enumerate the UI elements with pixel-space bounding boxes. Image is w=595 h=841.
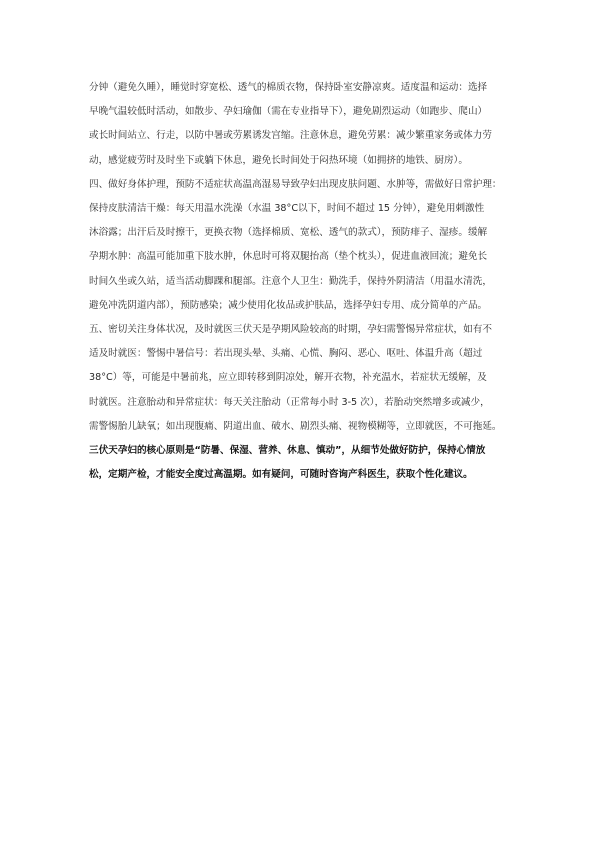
text-line: 五、密切关注身体状况，及时就医三伏天是孕期风险较高的时期，孕妇需警惕异常症状，如有不 [89,324,492,336]
text-line: 四、做好身体护理，预防不适症状高温高湿易导致孕妇出现皮肤问题、水肿等，需做好日常护理： [89,178,502,190]
text-line: 沐浴露；出汗后及时擦干，更换衣物（选择棉质、宽松、透气的款式），预防痱子、湿疹。缓解 [89,227,488,239]
text-line: 适及时就医：警惕中暑信号：若出现头晕、头痛、心慌、胸闷、恶心、呕吐、体温升高（超过 [89,348,483,360]
text-line: 松，定期产检，才能安全度过高温期。如有疑问，可随时咨询产科医生，获取个性化建议。 [89,469,473,481]
text-line: 分钟（避免久睡），睡觉时穿宽松、透气的棉质衣物，保持卧室安静凉爽。适度温和运动：选择 [89,82,488,93]
text-line: 早晚气温较低时活动，如散步、孕妇瑜伽（需在专业指导下），避免剧烈运动（如跑步、爬山） [89,106,488,118]
paragraph-body-care [89,173,514,318]
paragraph-summary [89,439,514,487]
text-line: 三伏天孕妇的核心原则是“防暑、保湿、营养、休息、慎动”，从细节处做好防护，保持心情放 [89,445,486,457]
document-body [89,76,514,487]
text-line: 时间久坐或久站，适当活动脚踝和腿部。注意个人卫生：勤洗手，保持外阴清洁（用温水清洗， [89,275,492,287]
text-line: 保持皮肤清洁干燥：每天用温水洗澡（水温 38°C以下，时间不超过 15 分钟），避免用刺激性 [89,203,485,215]
text-line: 38°C）等，可能是中暑前兆，应立即转移到阴凉处，解开衣物，补充温水，若症状无缓解，及 [89,372,487,384]
text-line: 时就医。注意胎动和异常症状：每天关注胎动（正常每小时 3-5 次），若胎动突然增多或减少， [89,396,490,408]
text-line: 孕期水肿：高温可能加重下肢水肿，休息时可将双腿抬高（垫个枕头），促进血液回流；避免长 [89,251,488,263]
text-line: 或长时间站立、行走，以防中暑或劳累诱发宫缩。注意休息，避免劳累：减少繁重家务或体力劳 [89,130,492,142]
text-line: 动，感觉疲劳时及时坐下或躺下休息，避免长时间处于闷热环境（如拥挤的地铁、厨房）。 [89,154,468,166]
paragraph-sleep-exercise [89,76,514,173]
text-line: 需警惕胎儿缺氧；如出现腹痛、阴道出血、破水、剧烈头痛、视物模糊等，立即就医，不可拖延。 [89,420,502,432]
paragraph-monitor-health [89,318,514,439]
text-line: 避免冲洗阴道内部），预防感染；减少使用化妆品或护肤品，选择孕妇专用、成分简单的产品。 [89,299,488,311]
